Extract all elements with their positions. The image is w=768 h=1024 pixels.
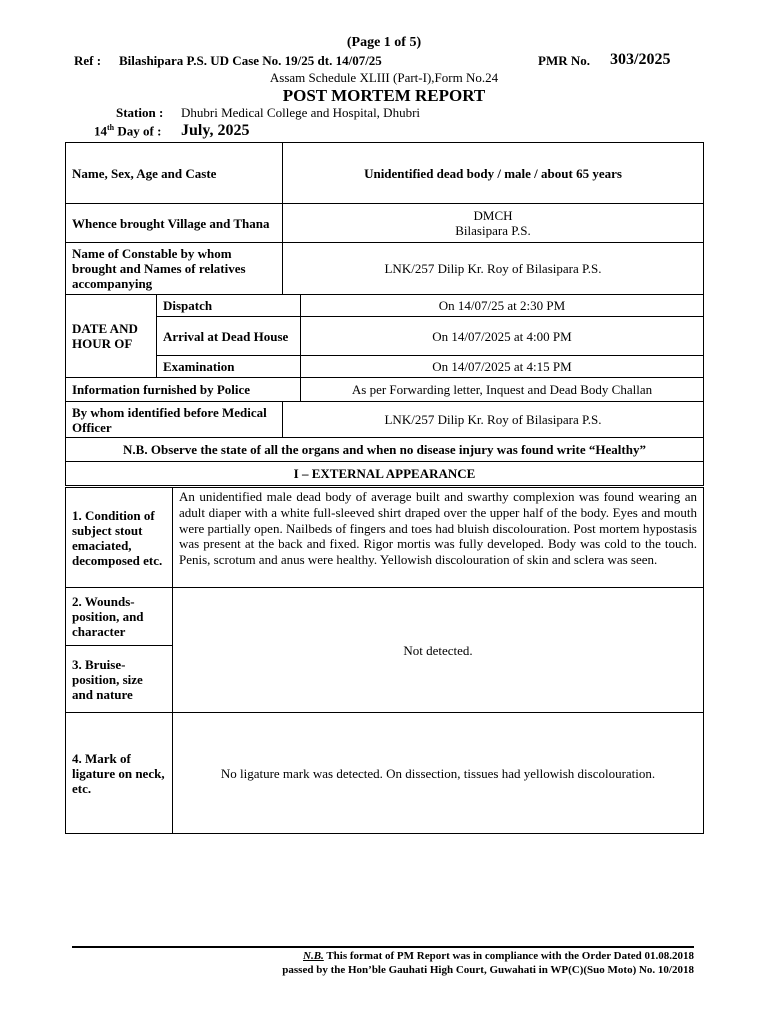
whence-value-2: Bilasipara P.S. <box>455 223 531 238</box>
whence-value <box>283 204 704 243</box>
info-label: Information furnished by Police <box>66 378 301 402</box>
section-title: I – EXTERNAL APPEARANCE <box>66 462 704 486</box>
footer-line-1 <box>303 950 694 962</box>
ref-label: Ref : <box>74 53 102 68</box>
ligature-value: No ligature mark was detected. On dissection, tissues had yellowish discolouration. <box>173 713 704 834</box>
info-value: As per Forwarding letter, Inquest and Dead Body Challan <box>301 378 704 402</box>
name-label: Name, Sex, Age and Caste <box>66 143 283 204</box>
identified-value: LNK/257 Dilip Kr. Roy of Bilasipara P.S. <box>283 402 704 438</box>
wounds-label: 2. Wounds-position, and character <box>66 588 173 646</box>
report-title: POST MORTEM REPORT <box>282 86 486 105</box>
date-hour-label: DATE AND HOUR OF <box>66 295 157 378</box>
external-appearance-table <box>65 487 704 834</box>
arrival-label: Arrival at Dead House <box>157 317 301 356</box>
ligature-label: 4. Mark of ligature on neck, etc. <box>66 713 173 834</box>
whence-value-1: DMCH <box>473 208 513 223</box>
nb-note: N.B. Observe the state of all the organs and when no disease injury was found write “Healthy” <box>66 438 704 462</box>
wounds-bruise-value: Not detected. <box>173 588 704 713</box>
day-label-text: Day of : <box>114 123 162 139</box>
dispatch-label: Dispatch <box>157 295 301 317</box>
arrival-value: On 14/07/2025 at 4:00 PM <box>301 317 704 356</box>
day-label <box>94 123 161 139</box>
report-table <box>65 142 704 486</box>
station-value: Dhubri Medical College and Hospital, Dhubri <box>181 105 421 120</box>
examination-value: On 14/07/2025 at 4:15 PM <box>301 356 704 378</box>
footer-nb: N.B. <box>303 950 324 962</box>
schedule-line: Assam Schedule XLIII (Part-I),Form No.24 <box>269 70 499 85</box>
pmr-label: PMR No. <box>538 53 590 68</box>
day-number: 14 <box>94 123 107 139</box>
bruise-label: 3. Bruise-position, size and nature <box>66 646 173 713</box>
page-number: (Page 1 of 5) <box>346 35 422 50</box>
ref-text: Bilashipara P.S. UD Case No. 19/25 dt. 14/07/25 <box>119 53 382 68</box>
dispatch-value: On 14/07/25 at 2:30 PM <box>301 295 704 317</box>
pmr-number: 303/2025 <box>610 51 671 68</box>
constable-value: LNK/257 Dilip Kr. Roy of Bilasipara P.S. <box>283 243 704 295</box>
name-value: Unidentified dead body / male / about 65 years <box>283 143 704 204</box>
examination-label: Examination <box>157 356 301 378</box>
footer-line-1-text: This format of PM Report was in compliance with the Order Dated 01.08.2018 <box>323 950 694 962</box>
day-suffix: th <box>107 123 115 132</box>
day-value: July, 2025 <box>181 122 250 139</box>
condition-value: An unidentified male dead body of average built and swarthy complexion was found wearing an adult diaper with a white full-sleeved shirt draped over the upper half of the body. Eyes and mouth were partially open. Nailbeds of fingers and toes had bluish discolouration. Post mortem hypostasis was present at the back and fixed. Rigor mortis was fully developed. Body was cold to the touch. Penis, scrotum and anus were healthy. Yellowish discolouration of skin and sclera was seen. <box>173 488 704 588</box>
identified-label: By whom identified before Medical Officer <box>66 402 283 438</box>
station-label: Station : <box>116 105 164 120</box>
footer-line-2: passed by the Hon’ble Gauhati High Court, Guwahati in WP(C)(Suo Moto) No. 10/2018 <box>282 964 694 976</box>
footer-rule <box>72 946 694 948</box>
condition-label: 1. Condition of subject stout emaciated, decomposed etc. <box>66 488 173 588</box>
whence-label: Whence brought Village and Thana <box>66 204 283 243</box>
constable-label: Name of Constable by whom brought and Names of relatives accompanying <box>66 243 283 295</box>
